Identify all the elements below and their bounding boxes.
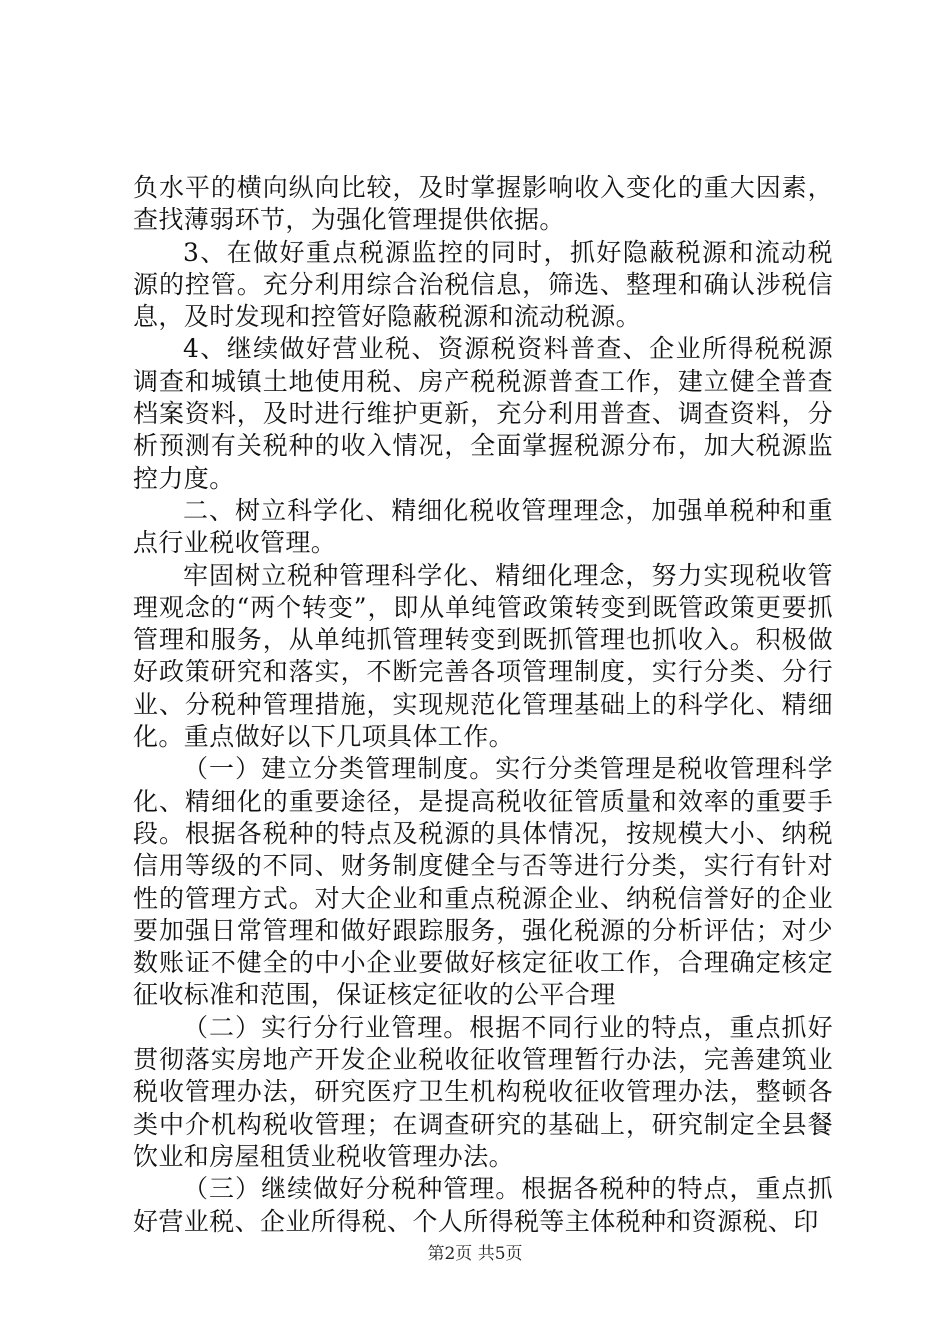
paragraph-section-2-intro: 牢固树立税种管理科学化、精细化理念，努力实现税收管理观念的“两个转变”，即从单纯管政策转变到既管政策更要抓管理和服务，从单纯抓管理转变到既抓管理也抓收入。积极做好政策研究和落实，不断完善各项管理制度，实行分类、分行业、分税种管理措施，实现规范化管理基础上的科学化、精细化。重点做好以下几项具体工作。: [133, 560, 833, 752]
section-heading-2: 二、树立科学化、精细化税收管理理念，加强单税种和重点行业税收管理。: [133, 495, 833, 558]
document-body: [133, 172, 833, 1238]
paragraph-item-4: 4、继续做好营业税、资源税资料普查、企业所得税税源调查和城镇土地使用税、房产税税源普查工作，建立健全普查档案资料，及时进行维护更新，充分利用普查、调查资料，分析预测有关税种的收入情况，全面掌握税源分布，加大税源监控力度。: [133, 334, 833, 493]
page-number-footer: 第2页 共5页: [427, 1244, 523, 1264]
paragraph-subsection-2: （二）实行分行业管理。根据不同行业的特点，重点抓好贯彻落实房地产开发企业税收征收管理暂行办法，完善建筑业税收管理办法，研究医疗卫生机构税收征收管理办法，整顿各类中介机构税收管理；在调查研究的基础上，研究制定全县餐饮业和房屋租赁业税收管理办法。: [133, 1012, 833, 1171]
paragraph-continuation: 负水平的横向纵向比较，及时掌握影响收入变化的重大因素，查找薄弱环节，为强化管理提供依据。: [133, 173, 833, 235]
paragraph-subsection-1: （一）建立分类管理制度。实行分类管理是税收管理科学化、精细化的重要途径，是提高税收征管质量和效率的重要手段。根据各税种的特点及税源的具体情况，按规模大小、纳税信用等级的不同、财务制度健全与否等进行分类，实行有针对性的管理方式。对大企业和重点税源企业、纳税信誉好的企业要加强日常管理和做好跟踪服务，强化税源的分析评估；对少数账证不健全的中小企业要做好核定征收工作，合理确定核定征收标准和范围，保证核定征收的公平合理: [133, 754, 833, 1010]
paragraph-subsection-3: （三）继续做好分税种管理。根据各税种的特点，重点抓好营业税、企业所得税、个人所得税等主体税种和资源税、印: [133, 1174, 833, 1236]
paragraph-item-3: 3、在做好重点税源监控的同时，抓好隐蔽税源和流动税源的控管。充分利用综合治税信息，筛选、整理和确认涉税信息，及时发现和控管好隐蔽税源和流动税源。: [133, 237, 833, 332]
